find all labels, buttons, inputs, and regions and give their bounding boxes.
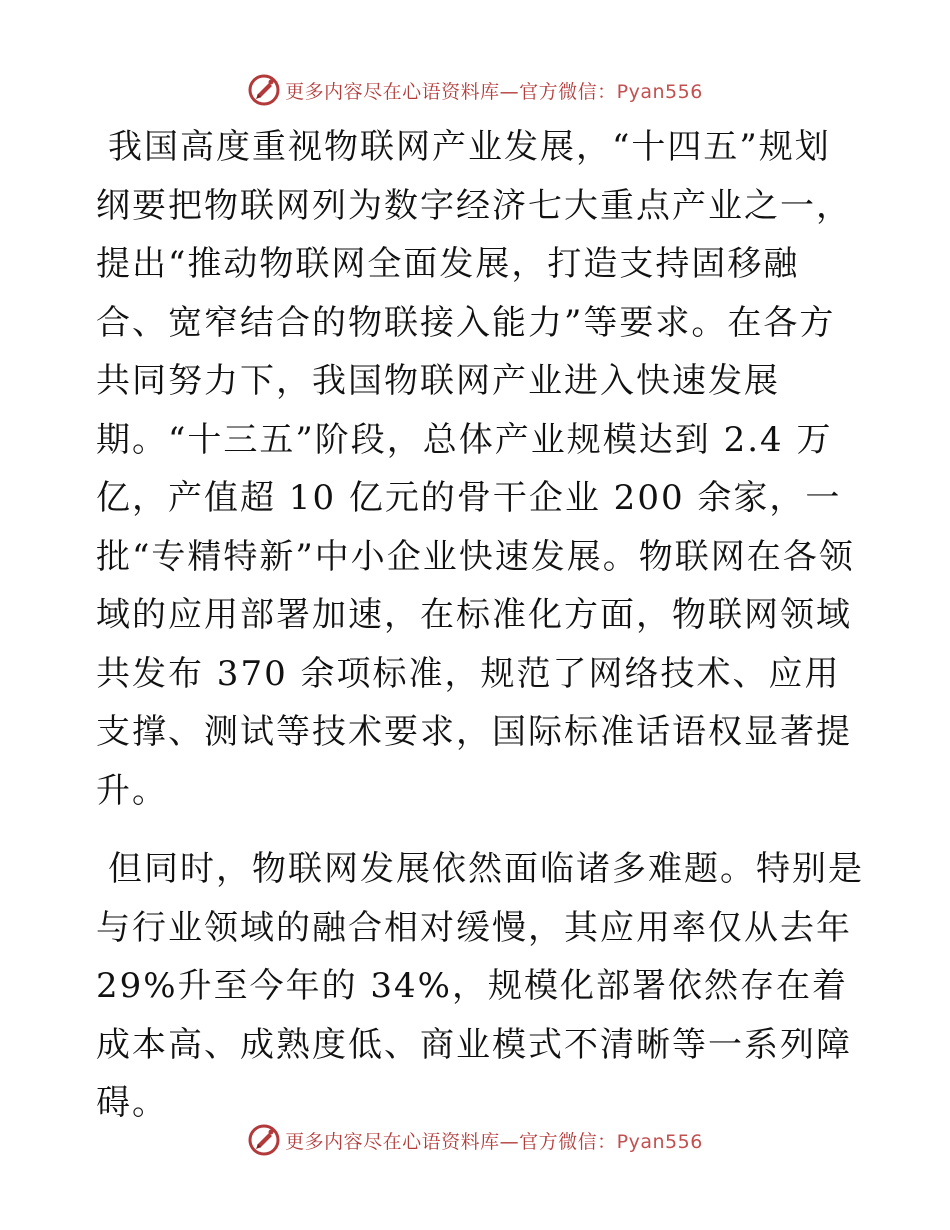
header-wechat-id: Pyan556 <box>616 80 703 103</box>
footer-banner-text <box>285 1127 703 1154</box>
header-banner-label: 更多内容尽在心语资料库—官方微信： <box>285 80 617 103</box>
brand-logo-icon <box>247 73 281 107</box>
footer-banner <box>0 1120 950 1160</box>
paragraph-2: 但同时，物联网发展依然面临诸多难题。特别是与行业领域的融合相对缓慢，其应用率仅从去年 29%升至今年的 34%，规模化部署依然存在着成本高、成熟度低、商业模式不清晰等一系列障碍。 <box>96 849 864 1123</box>
footer-banner-label: 更多内容尽在心语资料库—官方微信： <box>285 1130 617 1153</box>
document-body <box>96 118 866 1133</box>
paragraph-1: 我国高度重视物联网产业发展，“十四五”规划纲要把物联网列为数字经济七大重点产业之一，提出“推动物联网全面发展，打造支持固移融合、宽窄结合的物联接入能力”等要求。在各方共同努力下，我国物联网产业进入快速发展期。“十三五”阶段，总体产业规模达到 2.4 万亿，产值超 10 亿元的骨干企业 200 余家，一批“专精特新”中小企业快速发展。物联网在各领域的应用部署加速，在标准化方面，物联网领域共发布 370 余项标准，规范了网络技术、应用支撑、测试等技术要求，国际标准话语权显著提升。 <box>96 127 855 811</box>
brand-logo-icon <box>247 1123 281 1157</box>
header-banner <box>0 70 950 110</box>
footer-wechat-id: Pyan556 <box>616 1130 703 1153</box>
header-banner-text <box>285 77 703 104</box>
